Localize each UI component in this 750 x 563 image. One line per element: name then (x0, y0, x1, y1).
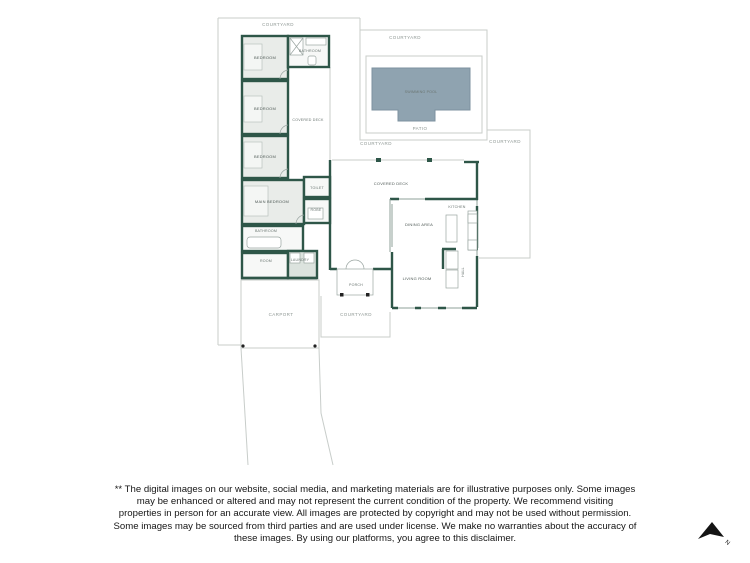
label-covered-deck-west: COVERED DECK (292, 118, 324, 122)
label-porch: PORCH (349, 283, 363, 287)
disclaimer-text (0, 484, 750, 545)
north-arrow-letter: N (723, 539, 731, 547)
label-room: ROOM (260, 259, 272, 263)
disclaimer-line-4: Some images may be sourced from third parties and are used under license. We make no warranties about the accuracy of (113, 520, 637, 532)
label-bedroom-3: BEDROOM (253, 154, 277, 159)
label-carport: CARPORT (268, 312, 294, 317)
label-robe: ROBE (310, 208, 322, 212)
label-bathroom-2: BATHROOM (254, 229, 278, 233)
label-courtyard-mid: COURTYARD (360, 141, 392, 146)
label-living-room: LIVING ROOM (402, 276, 432, 281)
swimming-pool-shape (372, 68, 470, 121)
label-covered-deck-main: COVERED DECK (373, 181, 409, 186)
disclaimer-line-2: may be enhanced or altered and may not represent the current condition of the property. We recommend visiting (136, 496, 614, 508)
label-bathroom-1: BATHROOM (298, 49, 322, 53)
label-courtyard-pool: COURTYARD (389, 35, 421, 40)
label-swimming-pool: SWIMMING POOL (404, 90, 438, 94)
label-laundry: LAUNDRY (290, 258, 310, 262)
label-courtyard-right: COURTYARD (489, 139, 521, 144)
room-foyer (242, 253, 288, 278)
label-patio: PATIO (412, 126, 428, 131)
label-toilet: TOILET (310, 186, 324, 190)
disclaimer-line-1: ** The digital images on our website, social media, and marketing materials are for illustrative purposes only. Some images (114, 484, 636, 495)
label-hall: HALL (461, 267, 465, 277)
label-dining-area: DINING AREA (405, 222, 433, 227)
label-courtyard-topleft: COURTYARD (262, 22, 294, 27)
label-main-bedroom: MAIN BEDROOM (254, 199, 290, 204)
disclaimer-line-3: properties in person for an accurate view. All images are protected by copyright and may not be used without permission. (118, 508, 632, 520)
label-courtyard-bottom: COURTYARD (340, 312, 372, 317)
label-bedroom-1: BEDROOM (253, 55, 277, 60)
disclaimer-line-5: these images. By using our platforms, you agree to this disclaimer. (233, 532, 517, 544)
label-kitchen: KITCHEN (448, 205, 466, 209)
label-bedroom-2: BEDROOM (253, 106, 277, 111)
